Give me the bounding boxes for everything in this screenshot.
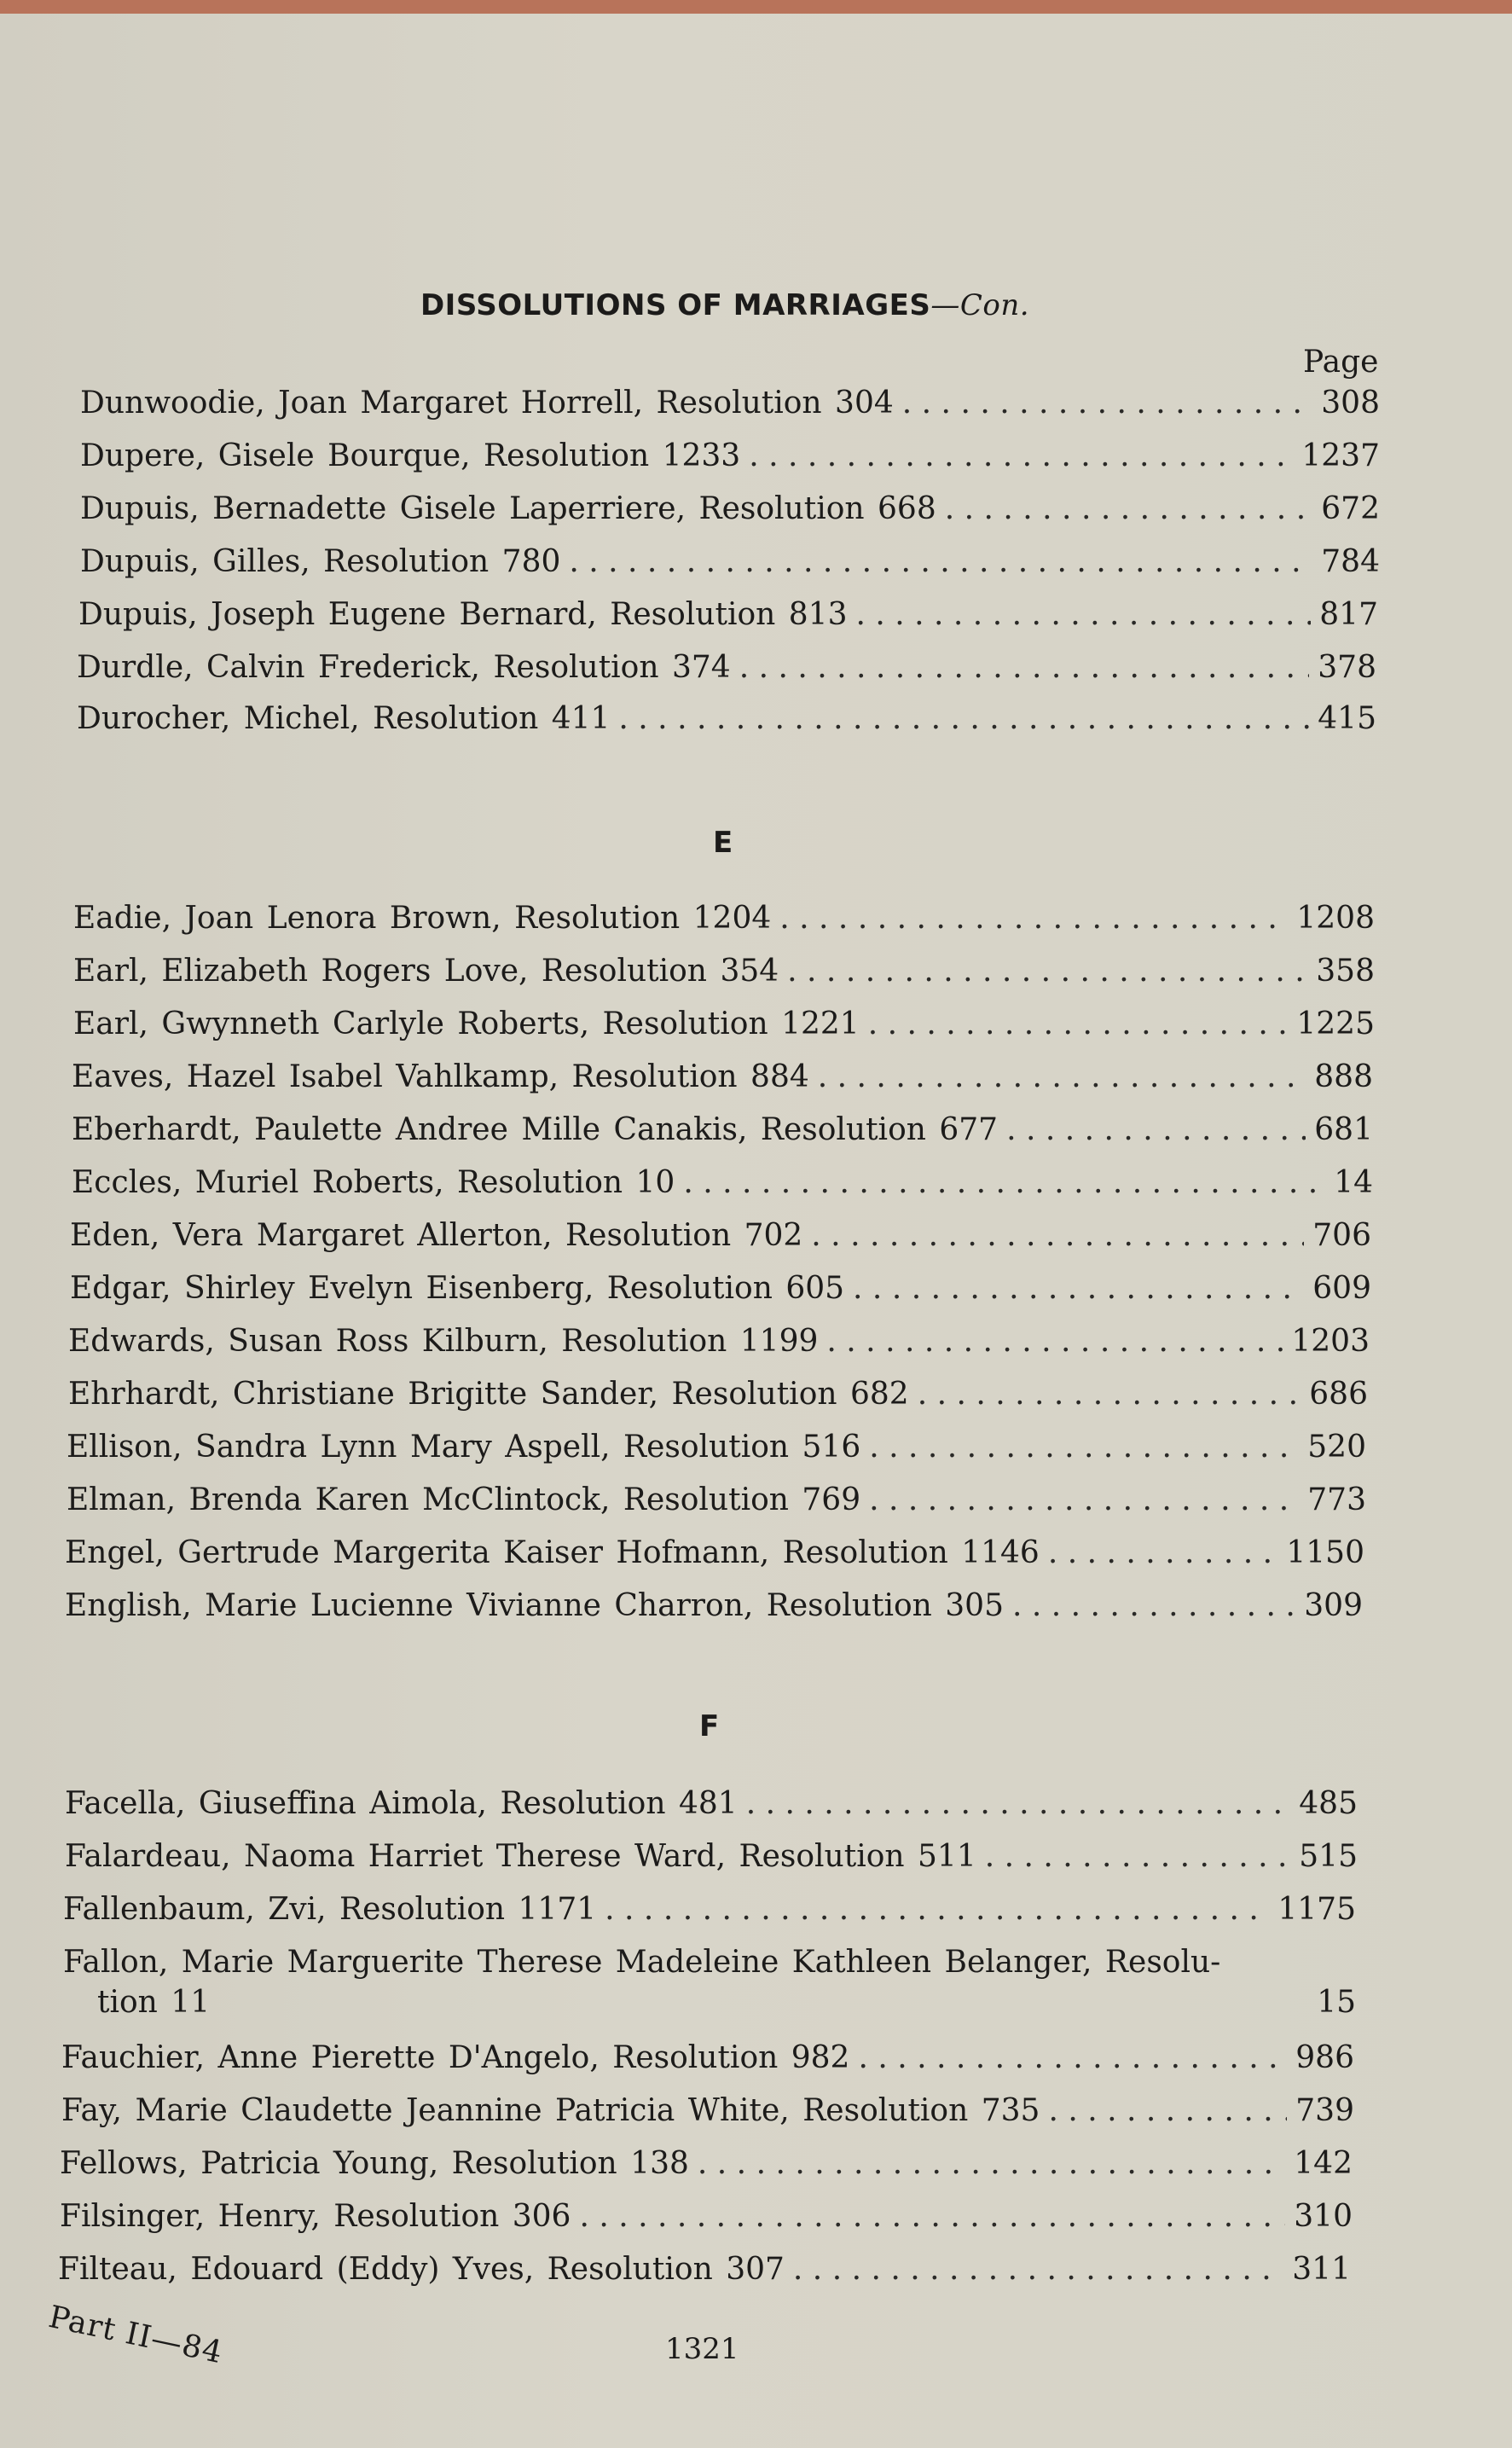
entry-page: 784 bbox=[1321, 544, 1380, 579]
heading-title: DISSOLUTIONS OF MARRIAGES bbox=[420, 288, 931, 322]
dot-leader bbox=[749, 438, 1293, 473]
entry-name: Eden, Vera Margaret Allerton, Resolution 702 bbox=[70, 1218, 803, 1253]
entry-page: 773 bbox=[1307, 1482, 1366, 1517]
entry-name: English, Marie Lucienne Vivianne Charron, Resolution 305 bbox=[65, 1588, 1004, 1623]
entry-name: Filsinger, Henry, Resolution 306 bbox=[60, 2199, 571, 2234]
entry-name: Filteau, Edouard (Eddy) Yves, Resolution 307 bbox=[58, 2252, 785, 2287]
entry-page: 609 bbox=[1312, 1271, 1371, 1306]
index-entry bbox=[73, 1006, 1375, 1041]
entry-name: Dunwoodie, Joan Margaret Horrell, Resolution 304 bbox=[80, 386, 894, 421]
index-entry bbox=[67, 1482, 1366, 1517]
dot-leader bbox=[945, 491, 1313, 526]
dot-leader bbox=[818, 1059, 1306, 1094]
entry-page: 1150 bbox=[1286, 1535, 1364, 1570]
part-label: Part II—84 bbox=[45, 2300, 226, 2371]
dot-leader bbox=[698, 2146, 1285, 2181]
entry-name: Falardeau, Naoma Harriet Therese Ward, Resolution 511 bbox=[65, 1839, 976, 1874]
dot-leader bbox=[855, 597, 1311, 632]
page-number: 1321 bbox=[665, 2332, 739, 2366]
index-entry bbox=[61, 2040, 1354, 2075]
entry-name: Edwards, Susan Ross Kilburn, Resolution 1199 bbox=[68, 1324, 819, 1359]
index-entry bbox=[80, 438, 1380, 473]
entry-name: Ellison, Sandra Lynn Mary Aspell, Resolution 516 bbox=[67, 1430, 861, 1465]
index-entry-two-line bbox=[63, 1945, 1356, 2020]
entry-name: Eccles, Muriel Roberts, Resolution 10 bbox=[72, 1165, 675, 1200]
dot-leader bbox=[739, 650, 1310, 685]
index-entry bbox=[77, 650, 1376, 685]
dot-leader bbox=[858, 2040, 1287, 2075]
entry-name-line2: tion 11 bbox=[97, 1985, 211, 2020]
entry-page: 1208 bbox=[1296, 901, 1375, 936]
dot-leader bbox=[826, 1324, 1283, 1359]
entry-name: Earl, Gwynneth Carlyle Roberts, Resolution 1221 bbox=[73, 1006, 860, 1041]
entry-page: 686 bbox=[1309, 1377, 1368, 1412]
index-entry bbox=[65, 1786, 1358, 1821]
index-entry bbox=[73, 954, 1375, 989]
entry-page: 14 bbox=[1334, 1165, 1373, 1200]
entry-page: 1237 bbox=[1301, 438, 1380, 473]
section-letter-e: E bbox=[713, 826, 733, 860]
dot-leader bbox=[869, 1482, 1299, 1517]
index-page bbox=[0, 14, 1512, 2448]
entry-name: Fallenbaum, Zvi, Resolution 1171 bbox=[63, 1892, 597, 1927]
entry-name: Eaves, Hazel Isabel Vahlkamp, Resolution 884 bbox=[72, 1059, 809, 1094]
entry-name: Dupuis, Gilles, Resolution 780 bbox=[80, 544, 561, 579]
entry-page: 1175 bbox=[1277, 1892, 1356, 1927]
entry-name: Ehrhardt, Christiane Brigitte Sander, Resolution 682 bbox=[68, 1377, 909, 1412]
index-entry bbox=[68, 1377, 1368, 1412]
index-entry bbox=[80, 544, 1380, 579]
dot-leader bbox=[985, 1839, 1291, 1874]
entry-page: 310 bbox=[1294, 2199, 1353, 2234]
page-heading bbox=[0, 288, 1450, 322]
entry-name: Fauchier, Anne Pierette D'Angelo, Resolution 982 bbox=[61, 2040, 850, 2075]
dot-leader bbox=[787, 954, 1307, 989]
dot-leader bbox=[746, 1786, 1291, 1821]
index-entry bbox=[68, 1324, 1370, 1359]
dot-leader bbox=[605, 1892, 1269, 1927]
dot-leader bbox=[618, 701, 1309, 736]
entry-page: 706 bbox=[1312, 1218, 1371, 1253]
entry-name: Fay, Marie Claudette Jeannine Patricia White, Resolution 735 bbox=[61, 2093, 1040, 2128]
index-entry bbox=[80, 386, 1380, 421]
dot-leader bbox=[1012, 1588, 1295, 1623]
entry-name: Eberhardt, Paulette Andree Mille Canakis, Resolution 677 bbox=[72, 1112, 999, 1147]
entry-page: 739 bbox=[1295, 2093, 1354, 2128]
entry-page: 1203 bbox=[1291, 1324, 1370, 1359]
page-column-label: Page bbox=[1303, 345, 1379, 380]
dot-leader bbox=[779, 901, 1288, 936]
index-entry bbox=[72, 1059, 1373, 1094]
entry-page: 888 bbox=[1314, 1059, 1373, 1094]
index-entry bbox=[61, 2093, 1354, 2128]
entry-page: 1225 bbox=[1296, 1006, 1375, 1041]
entry-page: 415 bbox=[1318, 701, 1376, 736]
entry-name: Dupuis, Joseph Eugene Bernard, Resolution 813 bbox=[78, 597, 848, 632]
dot-leader bbox=[902, 386, 1313, 421]
entry-page: 817 bbox=[1319, 597, 1378, 632]
entry-name: Dupere, Gisele Bourque, Resolution 1233 bbox=[80, 438, 741, 473]
entry-name: Elman, Brenda Karen McClintock, Resolution 769 bbox=[67, 1482, 861, 1517]
dot-leader bbox=[569, 544, 1312, 579]
entry-page: 515 bbox=[1299, 1839, 1358, 1874]
index-entry bbox=[70, 1218, 1371, 1253]
entry-page: 378 bbox=[1318, 650, 1376, 685]
index-entry bbox=[72, 1165, 1373, 1200]
entry-name: Edgar, Shirley Evelyn Eisenberg, Resolution 605 bbox=[70, 1271, 845, 1306]
dot-leader bbox=[918, 1377, 1301, 1412]
dot-leader bbox=[1048, 2093, 1287, 2128]
index-entry bbox=[65, 1839, 1358, 1874]
index-entry bbox=[72, 1112, 1373, 1147]
dot-leader bbox=[853, 1271, 1304, 1306]
index-entry bbox=[65, 1535, 1364, 1570]
index-entry bbox=[65, 1588, 1363, 1623]
index-entry bbox=[70, 1271, 1371, 1306]
entry-page: 308 bbox=[1321, 386, 1380, 421]
entry-page: 520 bbox=[1307, 1430, 1366, 1465]
entry-name: Eadie, Joan Lenora Brown, Resolution 1204 bbox=[73, 901, 772, 936]
index-entry bbox=[80, 491, 1380, 526]
index-entry bbox=[63, 1892, 1356, 1927]
dot-leader bbox=[793, 2252, 1283, 2287]
entry-name-line1: Fallon, Marie Marguerite Therese Madeleine Kathleen Belanger, Resolu- bbox=[63, 1945, 1221, 1980]
entry-page: 142 bbox=[1294, 2146, 1353, 2181]
entry-name: Engel, Gertrude Margerita Kaiser Hofmann, Resolution 1146 bbox=[65, 1535, 1040, 1570]
entry-name: Facella, Giuseffina Aimola, Resolution 481 bbox=[65, 1786, 738, 1821]
section-letter-f: F bbox=[699, 1709, 720, 1743]
index-entry bbox=[58, 2252, 1351, 2287]
entry-page: 672 bbox=[1321, 491, 1380, 526]
entry-name: Dupuis, Bernadette Gisele Laperriere, Resolution 668 bbox=[80, 491, 936, 526]
entry-page: 358 bbox=[1316, 954, 1375, 989]
dot-leader bbox=[869, 1430, 1299, 1465]
entry-page: 681 bbox=[1314, 1112, 1373, 1147]
entry-page: 309 bbox=[1304, 1588, 1363, 1623]
dot-leader bbox=[1048, 1535, 1278, 1570]
entry-page: 15 bbox=[1317, 1985, 1356, 2020]
entry-line2 bbox=[63, 1985, 1356, 2020]
heading-continued: —Con. bbox=[930, 288, 1030, 322]
dot-leader bbox=[1006, 1112, 1306, 1147]
entry-page: 311 bbox=[1292, 2252, 1351, 2287]
dot-leader bbox=[579, 2199, 1285, 2234]
entry-name: Earl, Elizabeth Rogers Love, Resolution 354 bbox=[73, 954, 779, 989]
dot-leader bbox=[683, 1165, 1325, 1200]
index-entry bbox=[60, 2146, 1353, 2181]
entry-name: Durdle, Calvin Frederick, Resolution 374 bbox=[77, 650, 731, 685]
entry-name: Fellows, Patricia Young, Resolution 138 bbox=[60, 2146, 689, 2181]
dot-leader bbox=[868, 1006, 1289, 1041]
index-entry bbox=[77, 701, 1376, 736]
index-entry bbox=[73, 901, 1375, 936]
page-edge-band bbox=[0, 0, 1512, 14]
entry-page: 485 bbox=[1299, 1786, 1358, 1821]
index-entry bbox=[67, 1430, 1366, 1465]
entry-name: Durocher, Michel, Resolution 411 bbox=[77, 701, 611, 736]
dot-leader bbox=[811, 1218, 1304, 1253]
index-entry bbox=[78, 597, 1378, 632]
index-entry bbox=[60, 2199, 1353, 2234]
entry-page: 986 bbox=[1295, 2040, 1354, 2075]
